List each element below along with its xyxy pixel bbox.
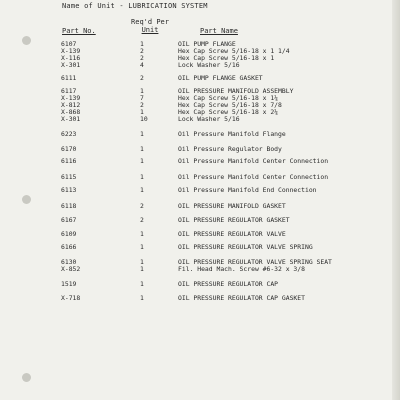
part-number-column <box>61 131 76 138</box>
part-number-column <box>61 174 76 181</box>
part-name: OIL PUMP FLANGE GASKET <box>178 74 263 82</box>
part-name: OIL PRESSURE REGULATOR CAP <box>178 280 279 288</box>
part-name: Hex Cap Screw 5/16-18 x 2¼ <box>178 108 279 117</box>
quantity: 1 <box>140 130 144 138</box>
binder-hole <box>22 373 31 382</box>
document-title: Name of Unit - LUBRICATION SYSTEM <box>62 2 208 10</box>
part-number-column <box>61 187 76 194</box>
quantity: 1 <box>140 265 144 274</box>
quantity-column <box>140 281 144 288</box>
part-number: 6107 <box>61 40 77 48</box>
part-number: X-852 <box>61 265 81 274</box>
part-number-column <box>61 158 76 165</box>
part-number: 6118 <box>61 202 77 210</box>
quantity-column <box>140 217 144 224</box>
part-number: 6115 <box>61 173 77 181</box>
quantity: 1 <box>140 173 144 181</box>
part-number: 6166 <box>61 243 77 251</box>
quantity: 2 <box>140 216 144 224</box>
quantity: 1 <box>140 186 144 194</box>
quantity-column <box>140 146 144 153</box>
quantity: 2 <box>140 202 144 210</box>
part-number-column <box>61 281 76 288</box>
quantity-column <box>140 88 148 123</box>
part-number: X-868 <box>61 108 81 117</box>
quantity: 2 <box>140 101 144 110</box>
part-number-column <box>61 259 80 273</box>
part-number: 6117 <box>61 87 77 95</box>
part-name-column <box>178 295 305 302</box>
part-number-column <box>61 244 76 251</box>
part-name: Fil. Head Mach. Screw #6-32 x 3/8 <box>178 265 305 274</box>
quantity: 1 <box>140 157 144 165</box>
quantity: 1 <box>140 258 144 266</box>
part-name: Lock Washer 5/16 <box>178 115 240 124</box>
quantity: 1 <box>140 280 144 288</box>
part-name: OIL PRESSURE REGULATOR CAP GASKET <box>178 294 305 302</box>
part-number: 6170 <box>61 145 77 153</box>
part-number: X-718 <box>61 294 81 302</box>
quantity-column <box>140 75 144 82</box>
header-required-per-unit <box>128 18 172 34</box>
quantity: 1 <box>140 294 144 302</box>
header-req-line1: Req'd Per <box>131 18 169 26</box>
part-name-column <box>178 217 290 224</box>
part-number-column <box>61 217 76 224</box>
part-number-column <box>61 231 76 238</box>
binder-holes <box>22 0 32 400</box>
quantity: 2 <box>140 74 144 82</box>
quantity-column <box>140 203 144 210</box>
part-name-column <box>178 281 278 288</box>
part-number: 6111 <box>61 74 77 82</box>
part-number: 1519 <box>61 280 77 288</box>
binder-hole <box>22 195 31 204</box>
quantity: 2 <box>140 54 144 63</box>
part-number: 6167 <box>61 216 77 224</box>
binder-hole <box>22 36 31 45</box>
part-name: Oil Pressure Manifold Center Connection <box>178 173 329 181</box>
part-name: OIL PUMP FLANGE <box>178 40 236 48</box>
quantity-column <box>140 187 144 194</box>
quantity-column <box>140 259 144 273</box>
part-number: X-301 <box>61 61 81 70</box>
part-name: Oil Pressure Manifold End Connection <box>178 186 317 194</box>
part-name: Lock Washer 5/16 <box>178 61 240 70</box>
quantity: 1 <box>140 230 144 238</box>
quantity: 1 <box>140 108 144 117</box>
header-req-line2: Unit <box>141 26 159 34</box>
header-part-no: Part No. <box>62 27 96 35</box>
part-number: X-301 <box>61 115 81 124</box>
part-number-column <box>61 75 76 82</box>
part-number: 6130 <box>61 258 77 266</box>
part-name: Oil Pressure Manifold Center Connection <box>178 157 329 165</box>
part-name: Hex Cap Screw 5/16-18 x 1 1/4 <box>178 47 290 56</box>
quantity-column <box>140 231 144 238</box>
quantity-column <box>140 244 144 251</box>
part-name: OIL PRESSURE REGULATOR VALVE SPRING <box>178 243 313 251</box>
part-name-column <box>178 75 263 82</box>
part-number-column <box>61 203 76 210</box>
part-name-column <box>178 231 286 238</box>
part-number: X-139 <box>61 47 81 56</box>
part-name: Hex Cap Screw 5/16-18 x 1¼ <box>178 94 279 103</box>
quantity: 7 <box>140 94 144 103</box>
part-name-column <box>178 41 290 69</box>
part-number: 6113 <box>61 186 77 194</box>
quantity: 10 <box>140 115 148 124</box>
part-name: OIL PRESSURE MANIFOLD ASSEMBLY <box>178 87 294 95</box>
part-number: X-139 <box>61 94 81 103</box>
part-number-column <box>61 88 80 123</box>
quantity-column <box>140 158 144 165</box>
part-name-column <box>178 146 282 153</box>
quantity: 1 <box>140 87 144 95</box>
part-name-column <box>178 131 286 138</box>
part-name: OIL PRESSURE REGULATOR VALVE SPRING SEAT <box>178 258 332 266</box>
quantity-column <box>140 41 144 69</box>
part-name-column <box>178 244 313 251</box>
part-name-column <box>178 158 328 165</box>
quantity-column <box>140 295 144 302</box>
part-number: 6109 <box>61 230 77 238</box>
part-number: 6223 <box>61 130 77 138</box>
part-name: Hex Cap Screw 5/16-18 x 7/8 <box>178 101 282 110</box>
quantity: 4 <box>140 61 144 70</box>
part-name: OIL PRESSURE REGULATOR VALVE <box>178 230 286 238</box>
header-part-name: Part Name <box>200 27 238 35</box>
part-number-column <box>61 146 76 153</box>
part-name-column <box>178 88 293 123</box>
quantity-column <box>140 131 144 138</box>
part-name: OIL PRESSURE MANIFOLD GASKET <box>178 202 286 210</box>
part-number-column <box>61 41 80 69</box>
quantity: 2 <box>140 47 144 56</box>
part-name-column <box>178 187 317 194</box>
part-name-column <box>178 259 332 273</box>
page-edge-shadow <box>392 0 400 400</box>
part-name: Oil Pressure Regulator Body <box>178 145 282 153</box>
quantity-column <box>140 174 144 181</box>
part-number: X-812 <box>61 101 81 110</box>
quantity: 1 <box>140 40 144 48</box>
part-name: Oil Pressure Manifold Flange <box>178 130 286 138</box>
part-name: OIL PRESSURE REGULATOR GASKET <box>178 216 290 224</box>
quantity: 1 <box>140 243 144 251</box>
part-name-column <box>178 203 286 210</box>
part-number: 6116 <box>61 157 77 165</box>
part-name: Hex Cap Screw 5/16-18 x 1 <box>178 54 275 63</box>
part-number-column <box>61 295 80 302</box>
part-number: X-116 <box>61 54 81 63</box>
part-name-column <box>178 174 328 181</box>
quantity: 1 <box>140 145 144 153</box>
